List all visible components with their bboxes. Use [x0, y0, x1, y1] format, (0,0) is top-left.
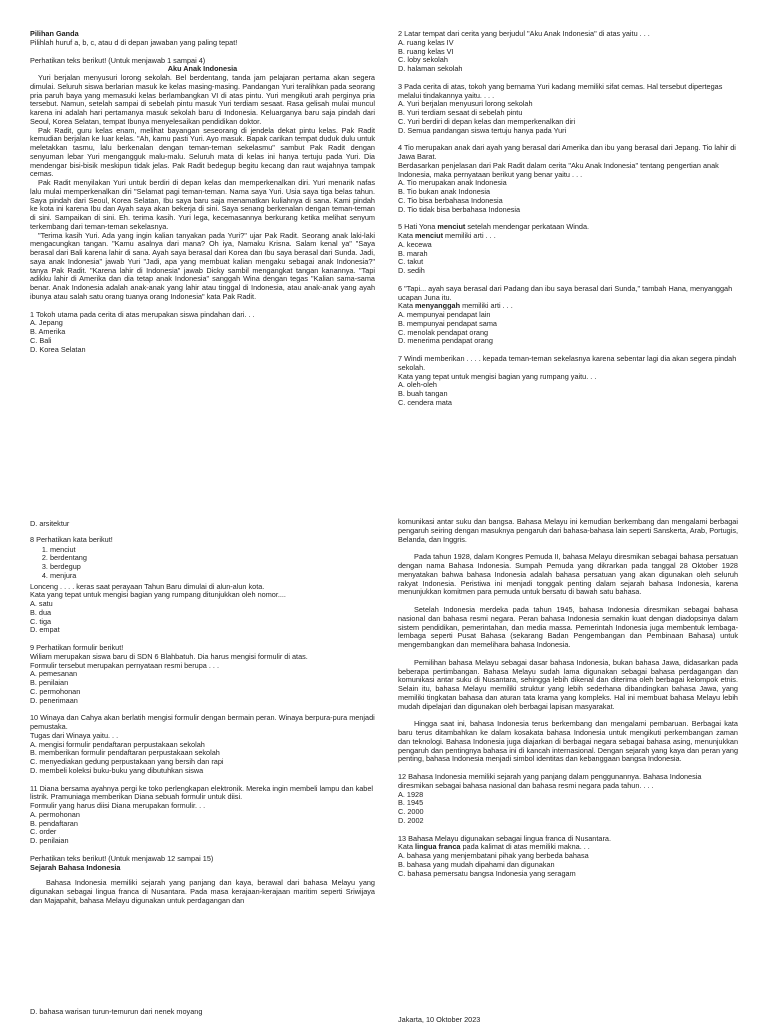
option: A. 1928 — [398, 789, 424, 799]
question-4-context: Berdasarkan penjelasan dari Pak Radit dalam cerita "Aku Anak Indonesia" tentang pengertian anak Indonesia, maka pernyataan berikut yang benar yaitu . . . — [398, 160, 719, 179]
option: C. bahasa pemersatu bangsa Indonesia yang seragam — [398, 868, 576, 878]
option: C. takut — [398, 257, 424, 267]
story-2-paragraph: Hingga saat ini, bahasa Indonesia terus berkembang dan mengalami pembaruan. Berbagai kata baru terus ditambahkan ke dalam kosakata bahasa Indonesia untuk mengikuti perkembangan zaman dan teknologi. Bahasa Indonesia juga diajarkan di berbagai negara sebagai bahasa asing, menunjukkan pengaruh dan pentingnya bahasa ini di kancah internasional. Dengan sejarah yang kaya dan peran yang penting, bahasa Indonesia menjadi simbol identitas dan kebanggaan bangsa Indonesia. — [398, 719, 738, 764]
question-5: 5 Hati Yona menciut setelah mendengar perkataan Winda. — [398, 222, 590, 232]
option: D. sedih — [398, 266, 425, 275]
question-9-context: Wiliam merupakan siswa baru di SDN 6 Blahbatuh. Dia harus mengisi formulir di atas. — [30, 651, 308, 661]
option: B. bahasa yang mudah dipahami dan digunakan — [398, 859, 555, 869]
option: A. mempunyai pendapat lain — [398, 310, 491, 319]
option: C. Yuri berdiri di depan kelas dan memperkenalkan diri — [398, 116, 576, 126]
option: C. menolak pendapat orang — [398, 327, 489, 337]
option: B. buah tangan — [398, 389, 448, 398]
story-paragraph: Pak Radit menyilakan Yuri untuk berdiri di depan kelas dan memperkenalkan diri. Yuri menarik nafas lalu mulai memperkenalkan diri "Selamat pagi teman-teman. Nama saya Yuri. Usia saya tiga belas tahun. Saya pindah dari Seoul, Korea Selatan, Ibu saya baru saja menamatkan kuliahnya di sana. Kami pindah ke kota ini karena Ibu dan Ayah saya akan bekerja di sini. Saya senang berkenalan dengan teman-teman di sini. Sampaikan di sini. Eh. terima kasih. Yuri lega, kecemasannya berkurang ketika melihat senyum terkembang dari teman-teman sekelasnya. — [30, 178, 375, 231]
option: D. Tio tidak bisa berbahasa Indonesia — [398, 204, 521, 214]
option: A. oleh-oleh — [398, 380, 437, 390]
option: A. satu — [30, 599, 53, 608]
option: D. 2002 — [398, 815, 424, 825]
question-6-prompt: Kata menyanggah memiliki arti . . . — [398, 301, 513, 311]
instruction: Pilihlah huruf a, b, c, atau d di depan jawaban yang paling tepat! — [30, 37, 238, 47]
option: D. arsitektur — [30, 519, 70, 528]
story-2-title: Sejarah Bahasa Indonesia — [30, 862, 121, 872]
question-13-prompt: Kata lingua franca pada kalimat di atas memiliki makna. . . — [398, 842, 590, 852]
question-4: 4 Tio merupakan anak dari ayah yang berasal dari Amerika dan ibu yang berasal dari Jepang. Tio lahir di Jawa Barat. — [398, 143, 736, 161]
option: A. Jepang — [30, 318, 63, 328]
option: C. cendera mata — [398, 397, 452, 407]
page-1 — [0, 0, 768, 510]
page2-left-column — [30, 520, 375, 906]
option: C. menyediakan gedung perpustakaan yang bersih dan rapi — [30, 757, 224, 766]
option: D. membeli koleksi buku-buku yang dibutuhkan siswa — [30, 765, 204, 775]
question-9: 9 Perhatikan formulir berikut! — [30, 643, 124, 652]
option: D. bahasa warisan turun-temurun dari nenek moyang — [30, 1007, 203, 1016]
option: A. Yuri berjalan menyusuri lorong sekolah — [398, 99, 533, 109]
option: A. mengisi formulir pendaftaran perpustakaan sekolah — [30, 739, 205, 749]
story-paragraph: Yuri berjalan menyusuri lorong sekolah. Bel berdentang, tanda jam pelajaran pertama akan segera dimulai. Seluruh siswa berlarian masuk ke kelas masing-masing. Pandangan Yuri teralihkan pada seorang pria paruh baya yang memasuki kelas berlambangkan VI di atas pintu. Yuri mengikuti arah perginya pria tersebut. Namun, setelah sampai di sebelah pintu masuk Yuri terdiam sesaat. Rasa gelisah mulai muncul karena ini adalah hari pertamanya masuk sekolah baru di Indonesia. Keluarganya baru saja pindah dari Seoul, Korea Selatan, tempat Ibunya menyelesaikan pendidikan doktor. — [30, 73, 375, 126]
option: B. mempunyai pendapat sama — [398, 318, 497, 328]
word-item: 1. menciut — [50, 546, 375, 555]
option: C. Bali — [30, 335, 52, 345]
story-2-paragraph: Bahasa Indonesia memiliki sejarah yang panjang dan kaya, berawal dari bahasa Melayu yang digunakan sebagai lingua franca di Nusantara. Pada masa kerajaan-kerajaan maritim seperti Sriwijaya dan Majapahit, bahasa Melayu digunakan untuk perdagangan dan — [30, 878, 375, 905]
question-10: 10 Winaya dan Cahya akan berlatih mengisi formulir dengan bermain peran. Winaya berpura-pura menjadi pemustaka. — [30, 713, 375, 731]
question-12: 12 Bahasa Indonesia memiliki sejarah yang panjang dalam penggunannya. Bahasa Indonesia diresmikan sebagai bahasa nasional dan bahasa resmi negara pada tahun. . . . — [398, 772, 702, 790]
story-2-paragraph: Setelah Indonesia merdeka pada tahun 1945, bahasa Indonesia diresmikan sebagai bahasa nasional dan bahasa resmi negara. Peran bahasa Indonesia semakin kuat dengan diadopsinya dalam sistem pendidikan, pemerintahan, dan media massa. Pemerintah Indonesia juga membentuk lembaga-lembaga seperti Pusat Bahasa (sekarang Badan Pengembangan dan Pembinaan Bahasa) untuk mengembangkan dan memelihara bahasa Indonesia. — [398, 605, 738, 649]
option: A. Tio merupakan anak Indonesia — [398, 178, 507, 188]
option: A. pemesanan — [30, 669, 78, 679]
option: C. permohonan — [30, 686, 81, 696]
question-7-prompt: Kata yang tepat untuk mengisi bagian yang rumpang yaitu. . . — [398, 371, 597, 381]
question-2: 2 Latar tempat dari cerita yang berjudul "Aku Anak Indonesia" di atas yaitu . . . — [398, 29, 650, 38]
page1-right-column — [398, 30, 738, 408]
option: D. halaman sekolah — [398, 64, 463, 73]
page-2 — [0, 514, 768, 1024]
option: B. dua — [30, 607, 52, 617]
question-8-sentence: Lonceng . . . . keras saat perayaan Tahun Baru dimulai di alun-alun kota. — [30, 581, 265, 591]
signature-date: Jakarta, 10 Oktober 2023 — [398, 1015, 481, 1024]
word-item: 3. berdegup — [50, 563, 375, 572]
reading-instruction: Perhatikan teks berikut! (Untuk menjawab 1 sampai 4) — [30, 55, 206, 65]
story-title: Aku Anak Indonesia — [167, 64, 238, 74]
option: C. tiga — [30, 616, 52, 626]
option: C. 2000 — [398, 807, 424, 816]
question-11: 11 Diana bersama ayahnya pergi ke toko perlengkapan elektronik. Mereka ingin membeli lampu dan kabel listrik. Pramuniaga memberikan Diana sebuah formulir untuk diisi. — [30, 783, 374, 802]
section-title: Pilihan Ganda — [30, 29, 79, 38]
question-9-prompt: Formulir tersebut merupakan pernyataan resmi berupa . . . — [30, 660, 219, 670]
option: B. pendaftaran — [30, 818, 78, 828]
option: B. Yuri terdiam sesaat di sebelah pintu — [398, 108, 523, 117]
question-5-prompt: Kata menciut memiliki arti . . . — [398, 231, 496, 240]
option: B. ruang kelas VI — [398, 46, 454, 56]
option: B. marah — [398, 248, 428, 258]
story-paragraph: "Terima kasih Yuri. Ada yang ingin kalian tanyakan pada Yuri?" ujar Pak Radit. Seorang anak laki-laki mengacungkan tangan. "Kamu asalnya dari mana? Oh iya, Namaku Krisna. Salam kenal ya" "Saya berasal dari Bali karena lahir di sana. Ayah saya berasal dari Korea dan Ibu saya berasal dari Sunda. Jadi, saya anak Indonesia" jawab Yuri "Jadi, apa yang membuat kalian mengaku sebagai anak Indonesia?" tanya Pak Radit. "Karena lahir di Indonesia" jawab Dicky sambil mengangkat tangan kanannya. "Tapi adikku lahir di Amerika dan dia tetap anak Indonesia" sanggah Wina dengan tegas "Kalian sama-sama benar. Anak Indonesia adalah anak-anak yang lahir atau tinggal di Indonesia, atau anak-anak yang ayah ibunya atau salah satu orang tuanya orang Indonesia" kata Pak Radit. — [30, 230, 375, 301]
story-2-paragraph: Pada tahun 1928, dalam Kongres Pemuda II, bahasa Melayu diresmikan sebagai bahasa persatuan dengan nama Bahasa Indonesia. Sumpah Pemuda yang dikrarkan pada tanggal 28 Oktober 1928 menyatakan bahwa bahasa Indonesia adalah bahasa persatuan yang akan digunakan oleh seluruh rakyat Indonesia. Peristiwa ini menjadi tonggak penting dalam sejarah bahasa Indonesia, karena menunjukkan komitmen para pemuda untuk bersatu di bawah satu bahasa. — [398, 552, 738, 597]
option: B. 1945 — [398, 798, 424, 808]
option: C. order — [30, 827, 57, 837]
question-3: 3 Pada cerita di atas, tokoh yang bernama Yuri kadang memiliki sifat cemas. Hal tersebut dipertegas melalui tindakannya yaitu. . . . — [398, 81, 723, 100]
question-10-prompt: Tugas dari Winaya yaitu. . . — [30, 730, 119, 740]
option: D. penilaian — [30, 836, 69, 845]
option: B. Amerika — [30, 327, 66, 336]
story-2-paragraph: komunikasi antar suku dan bangsa. Bahasa Melayu ini kemudian berkembang dan mengalami berbagai pengaruh seiring dengan masuknya pengaruh dari bahasa-bahasa lain seperti Sanskerta, Arab, Portugis, Belanda, dan Inggris. — [398, 517, 738, 544]
question-8: 8 Perhatikan kata berikut! — [30, 534, 113, 544]
page2-right-column — [398, 518, 738, 878]
option: B. Tio bukan anak Indonesia — [398, 187, 491, 196]
option: D. Korea Selatan — [30, 344, 86, 354]
option: C. loby sekolah — [398, 55, 448, 65]
question-1: 1 Tokoh utama pada cerita di atas merupakan siswa pindahan dari. . . — [30, 309, 255, 319]
question-13: 13 Bahasa Melayu digunakan sebagai lingua franca di Nusantara. — [398, 833, 611, 843]
option: C. Tio bisa berbahasa Indonesia — [398, 195, 503, 205]
option: D. Semua pandangan siswa tertuju hanya pada Yuri — [398, 125, 567, 135]
word-item: 2. berdentang — [50, 554, 375, 563]
option: B. penilaian — [30, 678, 69, 687]
option: A. permohonan — [30, 809, 80, 819]
question-11-prompt: Formulir yang harus diisi Diana merupakan formulir. . . — [30, 801, 206, 810]
option: A. kecewa — [398, 239, 432, 249]
question-6: 6 "Tapi... ayah saya berasal dari Padang dan ibu saya berasal dari Sunda," tambah Hana, menyanggah ucapan Juna itu. — [398, 283, 733, 302]
option: D. penerimaan — [30, 695, 78, 705]
story-2-paragraph: Pemilihan bahasa Melayu sebagai dasar bahasa Indonesia, bukan bahasa Jawa, didasarkan pada beberapa pertimbangan. Bahasa Melayu sudah lama digunakan sebagai bahasa perdagangan dan komunikasi antar suku di Nusantara, sehingga lebih dikenal dan diterima oleh berbagai kelompok etnis. Selain itu, bahasa Melayu memiliki struktur yang lebih sederhana dibandingkan bahasa Jawa, yang memiliki tingkatan bahasa dan aturan tata krama yang kompleks. Hal ini membuat bahasa Melayu lebih mudah dipelajari dan digunakan oleh berbagai lapisan masyarakat. — [398, 657, 738, 711]
option: B. memberikan formulir pendaftaran perpustakaan sekolah — [30, 748, 220, 758]
question-8-prompt: Kata yang tepat untuk mengisi bagian yang rumpang ditunjukkan oleh nomor.... — [30, 590, 286, 600]
option: D. menerima pendapat orang — [398, 336, 493, 346]
option: A. ruang kelas IV — [398, 37, 454, 47]
reading-instruction-2: Perhatikan teks berikut! (Untuk menjawab 12 sampai 15) — [30, 853, 214, 863]
page1-left-column — [30, 30, 375, 354]
word-item: 4. menjura — [50, 572, 375, 581]
question-7: 7 Windi memberikan . . . . kepada teman-teman sekelasnya karena sebentar lagi dia akan segera pindah sekolah. — [398, 354, 737, 372]
option: D. empat — [30, 625, 60, 635]
story-paragraph: Pak Radit, guru kelas enam, melihat bayangan seseorang di jendela dekat pintu kelas. Pak Radit kemudian berjalan ke luar kelas. "Ah, kamu pasti Yuri. Ayo masuk. Bapak carikan tempat duduk dulu untuk meletakkan tasmu, lalu berkenalan dengan teman-teman sekelasmu" sambut Pak Radit dengan senyuman lebar Yuri mengangguk malu-malu. Seluruh mata di kelas ini hanya tertuju pada Yuri. Dia mendengar bisi-bisik meskipun tidak jelas. Pak Radit bedegup begitu kecang dan raut wajahnya tampak cemas. — [30, 125, 375, 179]
option: A. bahasa yang menjembatani pihak yang berbeda bahasa — [398, 851, 589, 860]
word-list — [30, 546, 375, 581]
